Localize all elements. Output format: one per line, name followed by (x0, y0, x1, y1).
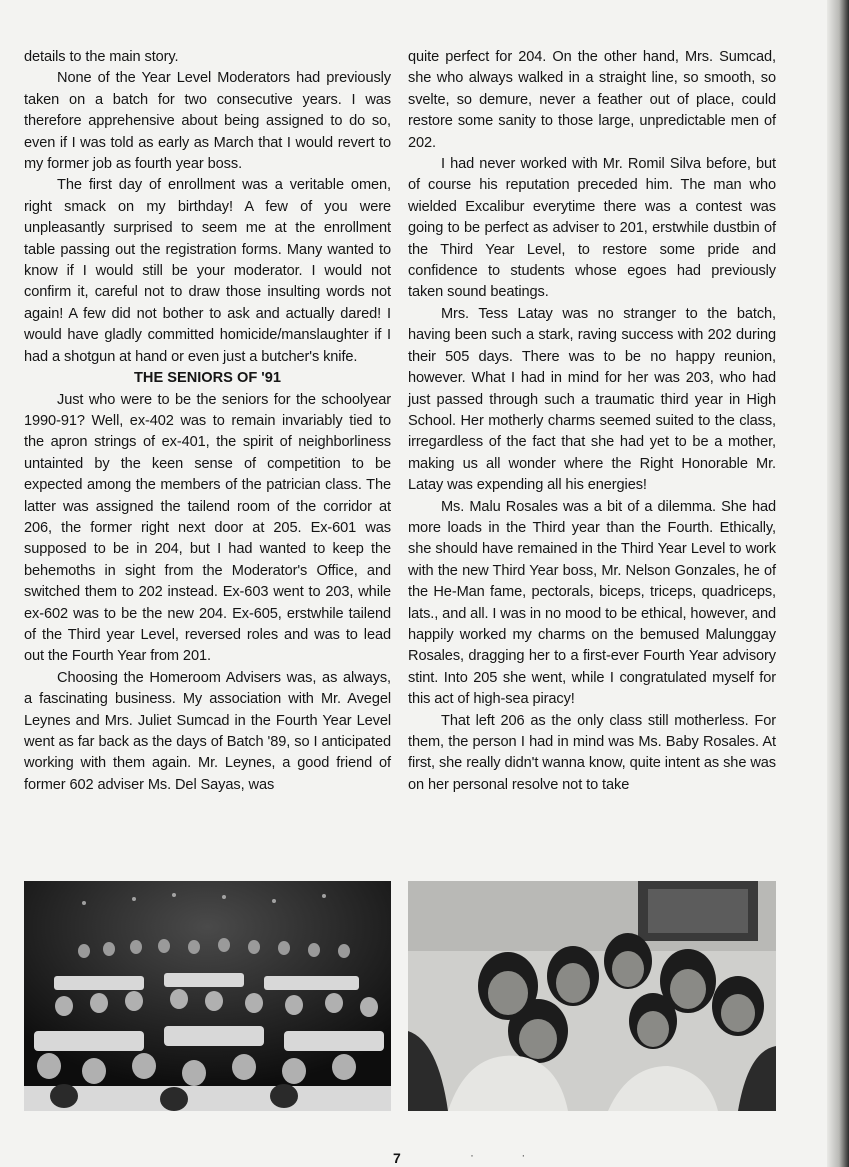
right-text-column (408, 47, 776, 796)
left-paragraph-2: None of the Year Level Moderators had previously taken on a batch for two consecutive years. I was therefore apprehensive about being assigned to do so, even if I was told as early as March that I would revert to my former job as fourth year boss. (24, 70, 391, 173)
students-group-photo (408, 881, 776, 1111)
right-paragraph-4: Ms. Malu Rosales was a bit of a dilemma. She had more loads in the Third year than the Fourth. Ethically, she should have remained in the Third Year Level to work with the new Third Year boss, Mr. Nelson Gonzales, he of the He-Man fame, pectorals, biceps, triceps, quadriceps, lats., and all. I was in no mood to be ethical, however, and happily worked my charms on the bemused Malunggay Rosales, dragging her to a first-ever Fourth Year advisory stint. Into 205 she went, while I congratulated myself for this act of high-sea piracy! (408, 498, 776, 708)
section-heading: THE SENIORS OF '91 (133, 370, 281, 387)
banquet-photo (24, 881, 391, 1111)
scan-specks: · · (470, 1148, 548, 1162)
right-paragraph-1: quite perfect for 204. On the other hand, Mrs. Sumcad, she who always walked in a straight line, so smooth, so svelte, so demure, never a feather out of place, could restore some sanity to those large, unpredictable men of 202. (408, 49, 776, 151)
page-edge-shadow (827, 0, 849, 1167)
right-paragraph-2: I had never worked with Mr. Romil Silva before, but of course his reputation preceded him. The man who wielded Excalibur everytime there was a contest was going to be perfect as adviser to 201, erstwhile dustbin of the Third Year Level, to restore some pride and confidence to students whose egoes had previously taken sound beatings. (408, 156, 776, 301)
page-number: 7 (393, 1150, 401, 1166)
right-paragraph-3: Mrs. Tess Latay was no stranger to the batch, having been such a stark, raving success with 202 during their 505 days. There was to be no happy reunion, however. What I had in mind for her was 203, who had just passed through such a traumatic third year in High School. Her motherly charms seemed suited to the class, irregardless of the fact that she had yet to be a mother, making us all wonder where the Right Honorable Mr. Latay was expending all his energies! (408, 305, 776, 494)
left-paragraph-3: The first day of enrollment was a veritable omen, right smack on my birthday! A few of you were unpleasantly surprised to seem me at the enrollment table passing out the registration forms. Many wanted to know if I would still be your moderator. I would not confirm it, careful not to draw those insulting words not again! A few did not bother to ask and actually dared! I would have gladly committed homicide/manslaughter if I had a shotgun at hand or even just a butcher's knife. (24, 177, 391, 365)
left-paragraph-1: details to the main story. (24, 49, 179, 65)
right-paragraph-5: That left 206 as the only class still motherless. For them, the person I had in mind was Ms. Baby Rosales. At first, she really didn't wanna know, quite intent as she was on her personal resolve not to take (408, 712, 776, 793)
left-paragraph-5: Choosing the Homeroom Advisers was, as always, a fascinating business. My association with Mr. Avegel Leynes and Mrs. Juliet Sumcad in the Fourth Year Level went as far back as the days of Batch '89, so I anticipated working with them again. Mr. Leynes, a good friend of former 602 adviser Ms. Del Sayas, was (24, 669, 391, 793)
left-paragraph-4: Just who were to be the seniors for the schoolyear 1990-91? Well, ex-402 was to remain invariably tied to the apron strings of ex-401, the spirit of neighborliness untainted by the keen sense of competition to be expected among the members of the patrician class. The latter was assigned the tailend room of the corridor at 206, the former right next door at 205. Ex-601 was supposed to be in 204, but I had wanted to keep the behemoths in sight from the Moderator's Office, and switched them to 202 instead. Ex-603 went to 203, while ex-602 was to be the new 204. Ex-605, erstwhile tailend of the Third year Level, reversed roles and was to lead out the Fourth Year from 201. (24, 391, 391, 665)
left-text-column (24, 47, 391, 796)
